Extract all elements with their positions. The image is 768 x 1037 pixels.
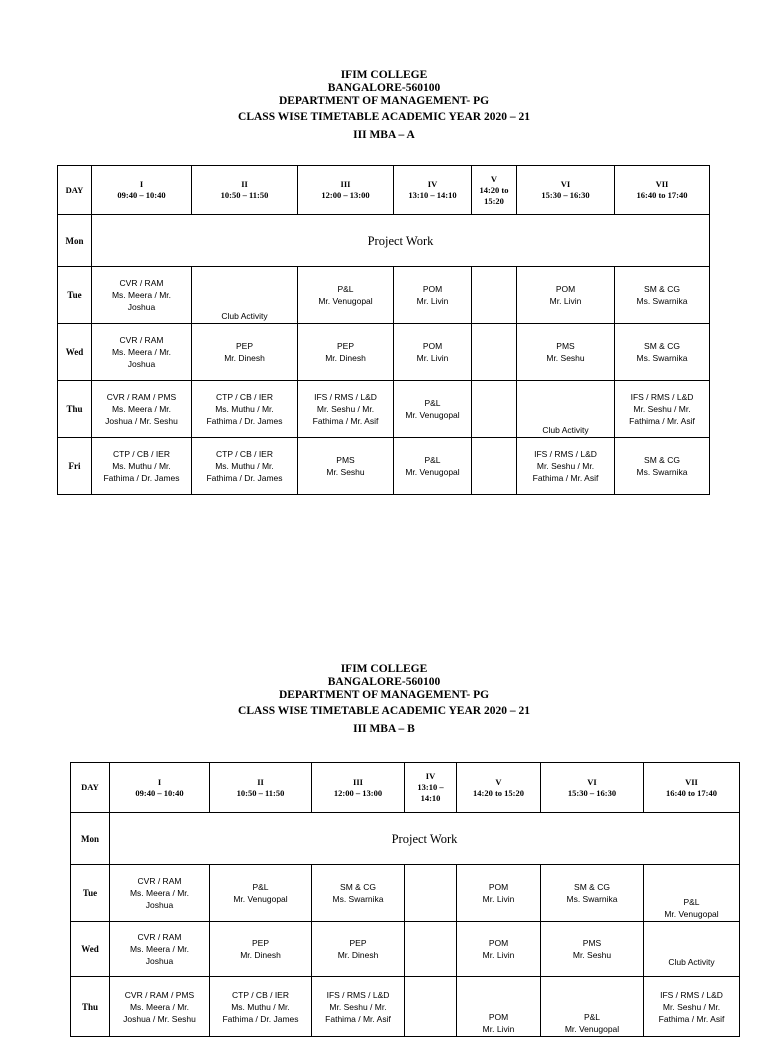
period-header: VI 15:30 – 16:30 [517, 166, 615, 215]
row-mon [71, 813, 740, 865]
header-row [71, 763, 740, 813]
class-cell: CVR / RAM / PMS Ms. Meera / Mr. Joshua / Mr. Seshu [92, 381, 192, 438]
class-cell: SM & CG Ms. Swarnika [615, 267, 710, 324]
class-cell: Club Activity [644, 922, 740, 977]
timetable-title: CLASS WISE TIMETABLE ACADEMIC YEAR 2020 – 21 [238, 111, 530, 123]
class-cell: Club Activity [517, 381, 615, 438]
class-cell: PEP Mr. Dinesh [312, 922, 405, 977]
timetable-a-header [0, 69, 768, 142]
period-header: IV 13:10 – 14:10 [394, 166, 472, 215]
row-tue [58, 267, 710, 324]
class-cell: IFS / RMS / L&D Mr. Seshu / Mr. Fathima / Mr. Asif [517, 438, 615, 495]
class-cell: P&L Mr. Venugopal [644, 865, 740, 922]
period-header: V 14:20 to 15:20 [472, 166, 517, 215]
class-cell: POM Mr. Livin [457, 977, 541, 1037]
class-cell: P&L Mr. Venugopal [298, 267, 394, 324]
row-tue [71, 865, 740, 922]
project-work-cell: Project Work [92, 215, 710, 267]
class-cell: SM & CG Ms. Swarnika [615, 324, 710, 381]
day-label: Mon [58, 215, 92, 267]
period-header: VII 16:40 to 17:40 [615, 166, 710, 215]
period-header: II 10:50 – 11:50 [192, 166, 298, 215]
class-cell: CVR / RAM Ms. Meera / Mr. Joshua [92, 267, 192, 324]
period-header: III 12:00 – 13:00 [298, 166, 394, 215]
row-mon [58, 215, 710, 267]
college-city: BANGALORE-560100 [327, 82, 441, 94]
class-cell: POM Mr. Livin [394, 267, 472, 324]
class-cell: SM & CG Ms. Swarnika [615, 438, 710, 495]
class-cell: IFS / RMS / L&D Mr. Seshu / Mr. Fathima / Mr. Asif [644, 977, 740, 1037]
day-label: Thu [71, 977, 110, 1037]
day-label: Wed [58, 324, 92, 381]
class-cell: PEP Mr. Dinesh [192, 324, 298, 381]
row-thu [71, 977, 740, 1037]
day-label: Thu [58, 381, 92, 438]
college-city: BANGALORE-560100 [327, 676, 441, 688]
period-header: VII 16:40 to 17:40 [644, 763, 740, 813]
timetable-b-header [0, 663, 768, 736]
header-row [58, 166, 710, 215]
class-cell: IFS / RMS / L&D Mr. Seshu / Mr. Fathima / Mr. Asif [312, 977, 405, 1037]
class-cell: P&L Mr. Venugopal [394, 438, 472, 495]
class-cell: P&L Mr. Venugopal [541, 977, 644, 1037]
class-cell: SM & CG Ms. Swarnika [312, 865, 405, 922]
college-name: IFIM COLLEGE [340, 663, 428, 675]
class-name: III MBA – B [353, 723, 415, 735]
college-name: IFIM COLLEGE [340, 69, 428, 81]
class-cell: PMS Mr. Seshu [298, 438, 394, 495]
class-cell: P&L Mr. Venugopal [210, 865, 312, 922]
class-cell: POM Mr. Livin [457, 922, 541, 977]
class-cell: CTP / CB / IER Ms. Muthu / Mr. Fathima / Dr. James [92, 438, 192, 495]
period-header: IV 13:10 – 14:10 [405, 763, 457, 813]
day-label: Fri [58, 438, 92, 495]
timetable-a-grid [57, 165, 710, 495]
class-cell: IFS / RMS / L&D Mr. Seshu / Mr. Fathima / Mr. Asif [615, 381, 710, 438]
class-cell: PMS Mr. Seshu [517, 324, 615, 381]
timetable-b-grid [70, 762, 740, 1037]
row-fri [58, 438, 710, 495]
department-name: DEPARTMENT OF MANAGEMENT- PG [278, 95, 490, 107]
row-wed [71, 922, 740, 977]
period-header: VI 15:30 – 16:30 [541, 763, 644, 813]
day-header: DAY [71, 763, 110, 813]
period-header: V 14:20 to 15:20 [457, 763, 541, 813]
class-cell: CVR / RAM Ms. Meera / Mr. Joshua [110, 865, 210, 922]
empty-cell [472, 267, 517, 324]
class-cell: SM & CG Ms. Swarnika [541, 865, 644, 922]
class-cell: P&L Mr. Venugopal [394, 381, 472, 438]
day-label: Mon [71, 813, 110, 865]
empty-cell [405, 977, 457, 1037]
row-wed [58, 324, 710, 381]
class-cell: PMS Mr. Seshu [541, 922, 644, 977]
empty-cell [472, 438, 517, 495]
class-cell: PEP Mr. Dinesh [298, 324, 394, 381]
project-work-cell: Project Work [110, 813, 740, 865]
class-cell: CVR / RAM Ms. Meera / Mr. Joshua [92, 324, 192, 381]
day-header: DAY [58, 166, 92, 215]
empty-cell [405, 865, 457, 922]
empty-cell [405, 922, 457, 977]
class-cell: Club Activity [192, 267, 298, 324]
empty-cell [472, 381, 517, 438]
class-cell: PEP Mr. Dinesh [210, 922, 312, 977]
class-cell: POM Mr. Livin [394, 324, 472, 381]
period-header: I 09:40 – 10:40 [110, 763, 210, 813]
period-header: III 12:00 – 13:00 [312, 763, 405, 813]
row-thu [58, 381, 710, 438]
period-header: II 10:50 – 11:50 [210, 763, 312, 813]
class-cell: IFS / RMS / L&D Mr. Seshu / Mr. Fathima / Mr. Asif [298, 381, 394, 438]
class-cell: CVR / RAM / PMS Ms. Meera / Mr. Joshua / Mr. Seshu [110, 977, 210, 1037]
department-name: DEPARTMENT OF MANAGEMENT- PG [278, 689, 490, 701]
day-label: Wed [71, 922, 110, 977]
class-cell: CTP / CB / IER Ms. Muthu / Mr. Fathima / Dr. James [210, 977, 312, 1037]
timetable-title: CLASS WISE TIMETABLE ACADEMIC YEAR 2020 – 21 [238, 705, 530, 717]
empty-cell [472, 324, 517, 381]
class-cell: POM Mr. Livin [517, 267, 615, 324]
class-name: III MBA – A [353, 129, 415, 141]
day-label: Tue [58, 267, 92, 324]
period-header: I 09:40 – 10:40 [92, 166, 192, 215]
class-cell: CVR / RAM Ms. Meera / Mr. Joshua [110, 922, 210, 977]
class-cell: CTP / CB / IER Ms. Muthu / Mr. Fathima / Dr. James [192, 438, 298, 495]
day-label: Tue [71, 865, 110, 922]
class-cell: POM Mr. Livin [457, 865, 541, 922]
class-cell: CTP / CB / IER Ms. Muthu / Mr. Fathima / Dr. James [192, 381, 298, 438]
